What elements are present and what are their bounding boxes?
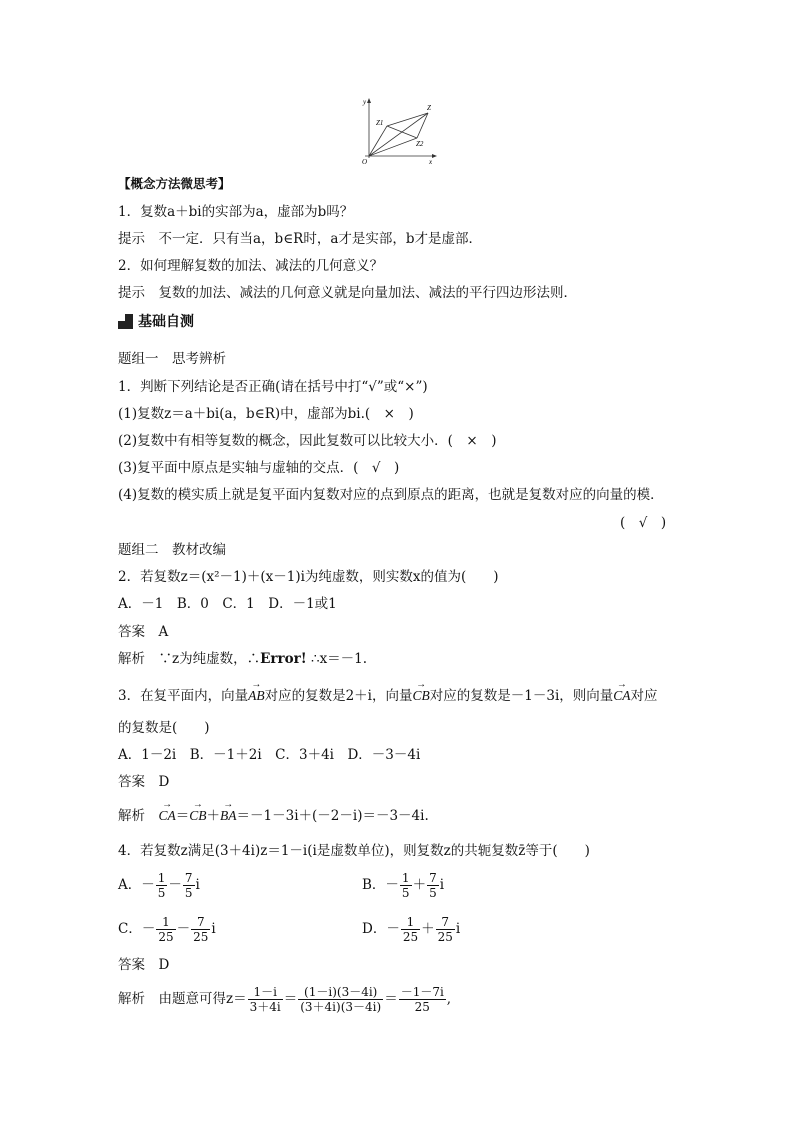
parallelogram-figure	[355, 96, 445, 166]
option-b-frac-1	[400, 871, 412, 900]
frac-den: 5	[157, 886, 166, 900]
question-3-analysis-label: 解析	[118, 808, 159, 824]
question-4-answer: 答案 D	[118, 957, 170, 973]
q4-eq-2: ＝	[384, 991, 398, 1007]
vector-ca: → CA	[613, 687, 630, 705]
option-a-label: A．－	[118, 877, 155, 893]
group1-statement-4-mark: ( √ )	[620, 515, 667, 531]
section-heading	[118, 311, 194, 331]
concept-question-2: 2．如何理解复数的加法、减法的几何意义？	[118, 258, 384, 274]
question-3-line2: 的复数是( )	[118, 720, 210, 736]
frac-num: 7	[191, 915, 210, 930]
frac-den: 25	[437, 930, 453, 944]
frac-den: 25	[402, 930, 419, 944]
q3-eq: ＝	[175, 808, 190, 824]
figure-origin: O	[362, 158, 368, 166]
frac-den: (3＋4i)(3－4i)	[300, 1000, 382, 1014]
q4-frac-1	[248, 985, 283, 1014]
option-a-frac-2	[183, 871, 195, 900]
question-3-mid1: 对应的复数是2＋i，向量	[264, 688, 413, 704]
frac-num: 7	[436, 915, 455, 930]
option-b-label: B．－	[362, 877, 399, 893]
concept-answer-1: 提示 不一定．只有当a，b∈R时，a才是实部，b才是虚部．	[118, 231, 483, 247]
group1-statement-3: (3)复平面中原点是实轴与虚轴的交点．( √ )	[118, 460, 400, 476]
figure-label-z2: Z2	[416, 140, 424, 148]
q4-eq-1: ＝	[283, 991, 298, 1007]
figure-label-z1: Z1	[376, 119, 384, 127]
option-d-label: D．－	[362, 921, 400, 937]
frac-num: 1	[157, 871, 166, 885]
option-a-sep: －	[168, 877, 182, 893]
option-d-i: i	[455, 921, 461, 937]
frac-den: 25	[158, 930, 174, 944]
question-3-answer: 答案 D	[118, 774, 170, 790]
option-d-frac-1	[401, 915, 420, 944]
question-3-analysis-rest: ＝－1－3i＋(－2－i)＝－3－4i.	[236, 808, 429, 824]
option-b-sep: ＋	[412, 877, 427, 893]
option-c-frac-2	[191, 915, 210, 944]
frac-num: 1	[401, 915, 420, 930]
frac-den: 25	[193, 930, 209, 944]
question-4: 4．若复数z满足(3＋4i)z＝1－i(i是虚数单位)，则复数z的共轭复数z̄等于( )	[118, 843, 590, 859]
concept-answer-2: 提示 复数的加法、减法的几何意义就是向量加法、减法的平行四边形法则．	[118, 285, 577, 301]
q4-frac-3	[399, 985, 446, 1014]
frac-num: 7	[184, 871, 193, 885]
option-c-frac-1	[156, 915, 175, 944]
frac-den: 5	[429, 886, 437, 900]
question-3-mid2: 对应的复数是－1－3i，则向量	[429, 688, 614, 704]
frac-den: 5	[401, 886, 410, 900]
group2-title: 题组二 教材改编	[118, 542, 226, 558]
group1-statement-2: (2)复数中有相等复数的概念，因此复数可以比较大小．( × )	[118, 433, 497, 449]
question-2-analysis	[118, 650, 367, 668]
question-4-option-c	[118, 915, 216, 944]
vector-ab: → AB	[248, 687, 265, 705]
option-c-sep: －	[176, 921, 191, 937]
vector-ba: → BA	[220, 807, 237, 825]
question-2-error: Error!	[260, 651, 307, 667]
question-2-analysis-post: ∴x＝－1.	[306, 651, 368, 667]
question-4-option-b	[362, 871, 444, 900]
frac-num: －1－7i	[400, 985, 444, 999]
option-b-i: i	[439, 877, 445, 893]
option-a-i: i	[195, 877, 200, 893]
question-2-options: A．－1 B．0 C．1 D．－1或1	[118, 596, 337, 612]
group1-title: 题组一 思考辨析	[118, 351, 226, 367]
q4-frac-2	[298, 985, 383, 1014]
vector-cb: → CB	[413, 687, 430, 705]
figure-axis-y: y	[363, 98, 367, 106]
group1-statement-1: (1)复数z＝a＋bi(a，b∈R)中，虚部为bi.( × )	[118, 406, 414, 422]
frac-num: 1	[156, 915, 175, 930]
question-2-analysis-pre: 解析 ∵z为纯虚数，∴	[118, 651, 261, 667]
question-3-post: 对应	[630, 688, 658, 704]
frac-num: (1－i)(3－4i)	[298, 985, 383, 1000]
question-4-option-d	[362, 915, 460, 944]
frac-den: 25	[414, 1000, 430, 1014]
section-square-icon	[118, 314, 133, 329]
question-4-analysis-pre: 解析 由题意可得z＝	[118, 991, 247, 1007]
frac-num: 7	[429, 871, 437, 885]
question-2-answer: 答案 A	[118, 624, 169, 640]
figure-axis-x: x	[429, 158, 433, 166]
question-3-analysis	[118, 807, 429, 825]
option-d-frac-2	[436, 915, 455, 944]
frac-den: 5	[184, 886, 193, 900]
vector-cb-2: → CB	[189, 807, 206, 825]
question-4-option-a	[118, 871, 200, 900]
frac-num: 1	[401, 871, 410, 885]
group1-question-1: 1．判断下列结论是否正确(请在括号中打“√”或“×”)	[118, 379, 428, 395]
frac-num: 1－i	[248, 985, 283, 1000]
group1-statement-4: (4)复数的模实质上就是复平面内复数对应的点到原点的距离，也就是复数对应的向量的模．	[118, 487, 664, 503]
question-3	[118, 687, 658, 705]
option-b-frac-2	[427, 871, 439, 900]
vector-ca-2: → CA	[159, 807, 176, 825]
question-3-options: A．1－2i B．－1＋2i C．3＋4i D．－3－4i	[118, 747, 421, 763]
question-4-analysis	[118, 985, 451, 1014]
option-c-label: C．－	[118, 921, 156, 937]
frac-den: 3＋4i	[249, 1000, 281, 1014]
option-c-i: i	[211, 921, 216, 937]
concept-question-1: 1．复数a＋bi的实部为a，虚部为b吗？	[118, 204, 354, 220]
option-d-sep: ＋	[421, 921, 435, 937]
section-title: 基础自测	[138, 314, 194, 330]
question-2: 2．若复数z＝(x²－1)＋(x－1)i为纯虚数，则实数x的值为( )	[118, 569, 499, 585]
option-a-frac-1	[156, 871, 168, 900]
concept-header: 【概念方法微思考】	[118, 176, 231, 191]
figure-label-z: Z	[427, 104, 431, 112]
question-3-pre: 3．在复平面内，向量	[118, 688, 249, 704]
q3-plus: ＋	[206, 808, 221, 824]
q4-comma: ,	[446, 991, 452, 1007]
